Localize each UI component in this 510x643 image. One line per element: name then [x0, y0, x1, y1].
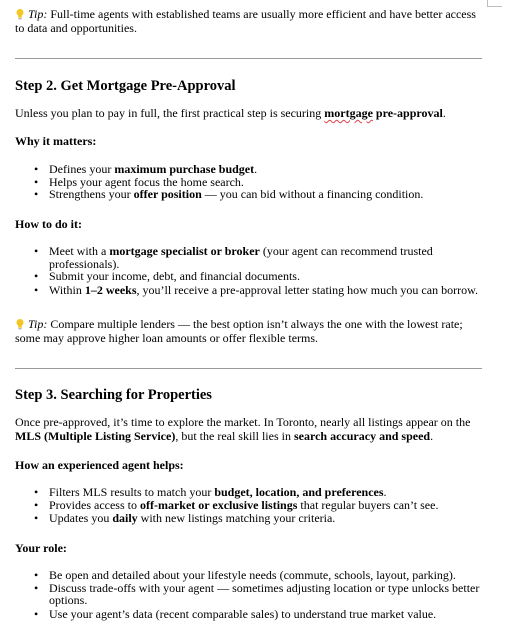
how-label: How to do it: — [15, 217, 82, 231]
lightbulb-icon — [15, 8, 25, 20]
step-3-heading: Step 3. Searching for Properties — [15, 387, 212, 403]
step-2-intro: Unless you plan to pay in full, the first practical step is securing mortgage pre-approval. — [15, 106, 446, 120]
list-item: • Discuss trade-offs with your agent — sometimes adjusting location or type unlocks better options. — [34, 580, 480, 607]
tip-label: Tip: — [28, 317, 48, 331]
mortgage-word[interactable]: mortgage — [324, 106, 373, 120]
list-item: • Meet with a mortgage specialist or broker (your agent can recommend trusted professionals). — [34, 244, 433, 271]
agent-helps-label: How an experienced agent helps: — [15, 458, 184, 472]
intro-bold-rest: pre-approval — [375, 106, 443, 120]
why-list — [15, 163, 485, 201]
step-2-heading: Step 2. Get Mortgage Pre-Approval — [15, 78, 236, 94]
why-label: Why it matters: — [15, 134, 97, 148]
horizontal-rule — [15, 58, 482, 59]
tip-label: Tip: — [28, 7, 48, 21]
list-item: • Within 1–2 weeks, you’ll receive a pre-approval letter stating how much you can borrow. — [34, 282, 478, 297]
page-corner-marker — [487, 0, 502, 7]
lightbulb-icon — [15, 318, 25, 330]
horizontal-rule — [15, 368, 482, 369]
how-list — [15, 245, 485, 296]
list-item: • Use your agent’s data (recent comparable sales) to understand true market value. — [34, 606, 437, 621]
list-item: • Provides access to off-market or exclusive listings that regular buyers can’t see. — [34, 497, 439, 512]
tip-text: Full-time agents with established teams are usually more efficient and have better access to data and opportunities. — [15, 7, 476, 35]
list-item: • Defines your maximum purchase budget. — [34, 162, 258, 176]
tip-paragraph — [15, 7, 485, 35]
list-item: • Strengthens your offer position — you can bid without a financing condition. — [34, 187, 424, 201]
agent-helps-list — [15, 486, 485, 525]
your-role-list — [15, 569, 485, 620]
list-item: • Be open and detailed about your lifestyle needs (commute, schools, layout, parking). — [34, 568, 456, 582]
tip-paragraph — [15, 317, 485, 345]
list-item: • Updates you daily with new listings matching your criteria. — [34, 511, 336, 525]
list-item: • Submit your income, debt, and financial documents. — [34, 269, 300, 283]
your-role-label: Your role: — [15, 541, 67, 555]
tip-text: Compare multiple lenders — the best option isn’t always the one with the lowest rate; some may approve higher loan amounts or offer flexible terms. — [15, 317, 463, 345]
list-item: • Filters MLS results to match your budget, location, and preferences. — [34, 485, 387, 499]
list-item: • Helps your agent focus the home search. — [34, 174, 244, 189]
step-3-intro: Once pre-approved, it’s time to explore the market. In Toronto, nearly all listings appear on the MLS (Multiple Listing Service), but the real skill lies in search accuracy and speed. — [15, 415, 471, 443]
